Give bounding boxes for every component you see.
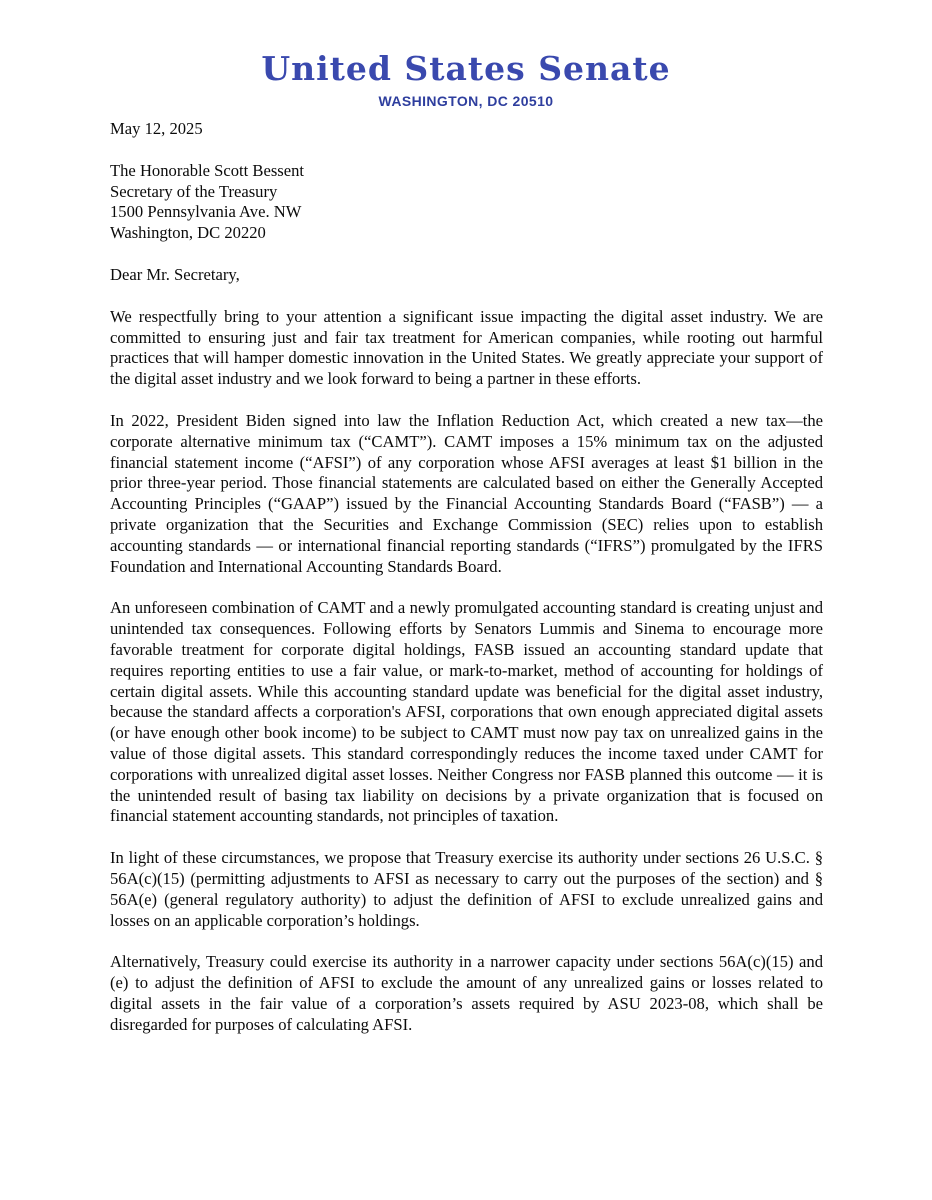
body-paragraph-3: An unforeseen combination of CAMT and a newly promulgated accounting standard is creating unjust and unintended tax consequences. Following efforts by Senators Lummis and Sinema to encourage more favorable treatment for corporate digital holdings, FASB issued an accounting standard update that requires reporting entities to use a fair value, or mark-to-market, method of accounting for holdings of certain digital assets. While this accounting standard update was beneficial for the digital asset industry, because the standard affects a corporation's AFSI, corporations that own enough appreciated digital assets (or have enough other book income) to be subject to CAMT must now pay tax on unrealized gains in the value of those digital assets. This standard correspondingly reduces the income taxed under CAMT for corporations with unrealized digital asset losses. Neither Congress nor FASB planned this outcome — it is the unintended result of basing tax liability on decisions by a private organization that is focused on financial statement accounting standards, not principles of taxation. [110,598,823,826]
salutation: Dear Mr. Secretary, [110,264,240,284]
date-line: May 12, 2025 [110,119,203,138]
recipient-line-title: Secretary of the Treasury [110,181,278,201]
recipient-line-name: The Honorable Scott Bessent [110,160,305,180]
recipient-line-city: Washington, DC 20220 [110,223,266,243]
body-paragraph-4: In light of these circumstances, we propose that Treasury exercise its authority under sections 26 U.S.C. § 56A(c)(15) (permitting adjustments to AFSI as necessary to carry out the purposes of the section) and § 56A(e) (general regulatory authority) to adjust the definition of AFSI to exclude unrealized gains and losses on an applicable corporation’s holdings. [110,848,823,930]
body-paragraph-2: In 2022, President Biden signed into law the Inflation Reduction Act, which created a new tax—the corporate alternative minimum tax (“CAMT”). CAMT imposes a 15% minimum tax on the adjusted financial statement income (“AFSI”) of any corporation whose AFSI averages at least $1 billion in the prior three-year period. Those financial statements are calculated based on either the Generally Accepted Accounting Principles (“GAAP”) issued by the Financial Accounting Standards Board (“FASB”) — a private organization that the Securities and Exchange Commission (SEC) relies upon to establish accounting standards — or international financial reporting standards (“IFRS”) promulgated by the IFRS Foundation and International Accounting Standards Board. [110,410,823,576]
letterhead-address: WASHINGTON, DC 20510 [378,93,554,109]
recipient-address [110,161,823,244]
letterhead [0,0,932,110]
senate-wordmark: United States Senate [261,49,671,88]
letter-body [110,119,823,1035]
recipient-line-street: 1500 Pennsylvania Ave. NW [110,202,302,222]
body-paragraph-5: Alternatively, Treasury could exercise its authority in a narrower capacity under sections 56A(c)(15) and (e) to adjust the definition of AFSI to exclude the amount of any unrealized gains or losses related to digital assets in the fair value of a corporation’s assets required by ASU 2023-08, which shall be disregarded for purposes of calculating AFSI. [110,952,823,1034]
body-paragraph-1: We respectfully bring to your attention a significant issue impacting the digital asset industry. We are committed to ensuring just and fair tax treatment for American companies, while rooting out harmful practices that will hamper domestic innovation in the United States. We greatly appreciate your support of the digital asset industry and we look forward to being a partner in these efforts. [110,306,823,389]
